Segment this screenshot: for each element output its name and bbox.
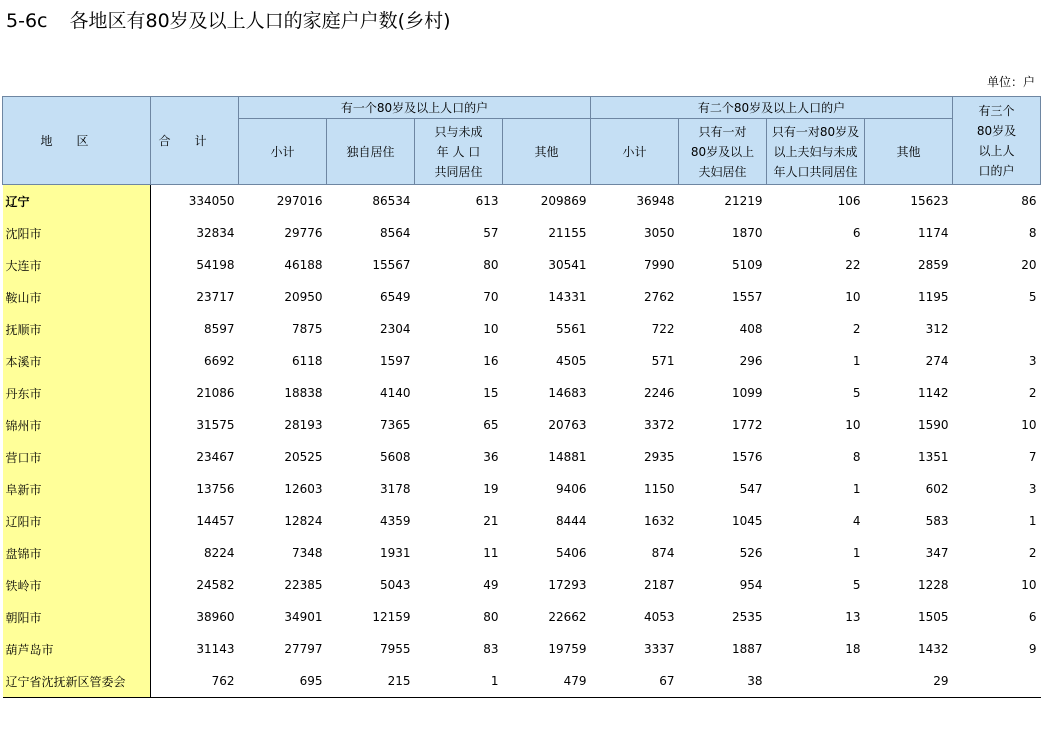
cell-g2-other: 1174 (917, 226, 949, 240)
cell-g1-subtotal: 46188 (284, 258, 323, 272)
cell-g2-couple: 1772 (731, 418, 763, 432)
cell-g1-alone: 215 (327, 665, 415, 698)
cell-g1-minor: 16 (483, 354, 499, 368)
cell-g2-couple-minor: 10 (845, 418, 861, 432)
table-header (3, 97, 1041, 185)
cell-g3-count: 10 (1021, 418, 1037, 432)
cell-g2-couple: 1099 (731, 386, 763, 400)
cell-g3-count: 9 (1028, 642, 1037, 656)
cell-g2-subtotal: 1632 (643, 514, 675, 528)
cell-total: 6692 (203, 354, 235, 368)
cell-g3-count: 3 (1028, 482, 1037, 496)
cell-g3-count: 2 (1028, 386, 1037, 400)
cell-g1-alone: 7955 (379, 642, 411, 656)
cell-g1-other: 4505 (555, 354, 587, 368)
cell-g3-count: 10 (1021, 578, 1037, 592)
header-g2-subtotal: 小计 (591, 119, 679, 185)
cell-g2-subtotal: 2187 (643, 578, 675, 592)
cell-g1-minor: 19 (483, 482, 499, 496)
cell-g2-subtotal: 722 (651, 322, 675, 336)
cell-g2-subtotal: 4053 (643, 610, 675, 624)
cell-g2-couple-minor: 1 (852, 546, 861, 560)
cell-g1-alone: 1597 (379, 354, 411, 368)
cell-g2-couple: 1045 (731, 514, 763, 528)
cell-g3-count: 86 (1021, 194, 1037, 208)
cell-g1-other: 20763 (548, 418, 587, 432)
cell-g2-subtotal: 36948 (636, 194, 675, 208)
cell-g1-other: 5406 (555, 546, 587, 560)
header-g2-couple: 只有一对 80岁及以上 夫妇居住 (679, 119, 767, 185)
header-g1-subtotal: 小计 (239, 119, 327, 185)
cell-g2-couple-minor: 10 (845, 290, 861, 304)
cell-g2-subtotal: 7990 (643, 258, 675, 272)
header-group-two: 有二个80岁及以上人口的户 (591, 97, 953, 119)
cell-region: 鞍山市 (3, 281, 151, 313)
table-row (3, 505, 1041, 537)
header-group-one: 有一个80岁及以上人口的户 (239, 97, 591, 119)
cell-g1-subtotal: 20950 (284, 290, 323, 304)
cell-g1-other: 17293 (548, 578, 587, 592)
cell-g2-other: 274 (925, 354, 949, 368)
cell-g1-subtotal: 28193 (284, 418, 323, 432)
cell-total: 24582 (196, 578, 235, 592)
cell-g1-subtotal: 7875 (291, 322, 323, 336)
cell-g1-alone: 5043 (379, 578, 411, 592)
cell-g1-subtotal: 695 (239, 665, 327, 698)
table-row (3, 217, 1041, 249)
cell-g1-minor: 83 (483, 642, 499, 656)
cell-g2-subtotal: 3372 (643, 418, 675, 432)
cell-g2-couple: 38 (679, 665, 767, 698)
cell-g1-minor: 57 (483, 226, 499, 240)
cell-region: 本溪市 (3, 345, 151, 377)
cell-total: 31143 (196, 642, 235, 656)
cell-g2-couple: 1557 (731, 290, 763, 304)
cell-g2-couple: 2535 (731, 610, 763, 624)
header-group-three: 有三个 80岁及 以上人 口的户 (953, 97, 1041, 185)
unit-label: 单位：户 (986, 75, 1035, 89)
cell-region: 辽宁省沈抚新区管委会 (3, 665, 151, 698)
cell-g2-other: 29 (865, 665, 953, 698)
cell-g2-subtotal: 3050 (643, 226, 675, 240)
cell-g1-subtotal: 34901 (284, 610, 323, 624)
table-row (3, 473, 1041, 505)
cell-g1-minor: 613 (475, 194, 499, 208)
table-body (3, 185, 1041, 698)
cell-g1-subtotal: 7348 (291, 546, 323, 560)
cell-g2-subtotal: 571 (651, 354, 675, 368)
cell-g1-alone: 3178 (379, 482, 411, 496)
cell-g1-other: 30541 (548, 258, 587, 272)
cell-g2-couple: 408 (739, 322, 763, 336)
cell-g2-other: 312 (925, 322, 949, 336)
header-region: 地区 (3, 97, 151, 185)
cell-g2-couple: 5109 (731, 258, 763, 272)
cell-region: 抚顺市 (3, 313, 151, 345)
cell-region: 铁岭市 (3, 569, 151, 601)
cell-g2-other: 1505 (917, 610, 949, 624)
cell-g1-alone: 15567 (372, 258, 411, 272)
cell-g2-other: 1228 (917, 578, 949, 592)
page-title (6, 6, 451, 33)
table-row (3, 665, 1041, 698)
cell-region: 营口市 (3, 441, 151, 473)
cell-g2-other: 1590 (917, 418, 949, 432)
cell-region: 盘锦市 (3, 537, 151, 569)
cell-g1-minor: 80 (483, 610, 499, 624)
table-row (3, 313, 1041, 345)
cell-total: 8597 (203, 322, 235, 336)
cell-g1-other: 22662 (548, 610, 587, 624)
cell-g1-alone: 1931 (379, 546, 411, 560)
cell-total: 23717 (196, 290, 235, 304)
header-g1-alone: 独自居住 (327, 119, 415, 185)
cell-total: 334050 (188, 194, 235, 208)
cell-g2-couple: 1887 (731, 642, 763, 656)
cell-g2-couple-minor: 1 (852, 482, 861, 496)
cell-total: 14457 (196, 514, 235, 528)
cell-total: 31575 (196, 418, 235, 432)
cell-g2-couple: 21219 (724, 194, 763, 208)
cell-g1-minor: 21 (483, 514, 499, 528)
cell-total: 762 (151, 665, 239, 698)
cell-region: 阜新市 (3, 473, 151, 505)
cell-g1-minor: 15 (483, 386, 499, 400)
table-row (3, 249, 1041, 281)
cell-g2-subtotal: 2762 (643, 290, 675, 304)
table-row (3, 537, 1041, 569)
cell-g1-subtotal: 12824 (284, 514, 323, 528)
cell-g1-other: 5561 (555, 322, 587, 336)
cell-g2-couple-minor: 6 (852, 226, 861, 240)
cell-total: 32834 (196, 226, 235, 240)
cell-g1-minor: 10 (483, 322, 499, 336)
table-row (3, 377, 1041, 409)
cell-g1-minor: 65 (483, 418, 499, 432)
cell-region: 朝阳市 (3, 601, 151, 633)
cell-region: 辽宁 (3, 185, 151, 218)
table-row (3, 441, 1041, 473)
cell-region: 辽阳市 (3, 505, 151, 537)
cell-g2-couple-minor: 4 (852, 514, 861, 528)
cell-g2-couple-minor: 22 (845, 258, 861, 272)
cell-g2-subtotal: 2246 (643, 386, 675, 400)
cell-g2-subtotal: 874 (651, 546, 675, 560)
cell-g1-alone: 7365 (379, 418, 411, 432)
cell-g3-count: 1 (1028, 514, 1037, 528)
cell-g3-count: 8 (1028, 226, 1037, 240)
cell-g3-count (953, 313, 1041, 345)
cell-g3-count (953, 665, 1041, 698)
cell-g1-minor: 80 (483, 258, 499, 272)
cell-g1-subtotal: 297016 (276, 194, 323, 208)
cell-region: 沈阳市 (3, 217, 151, 249)
cell-total: 23467 (196, 450, 235, 464)
cell-g2-couple: 1870 (731, 226, 763, 240)
cell-g3-count: 3 (1028, 354, 1037, 368)
cell-g1-other: 14331 (548, 290, 587, 304)
header-g2-other: 其他 (865, 119, 953, 185)
cell-g2-couple: 954 (739, 578, 763, 592)
header-g1-minor: 只与未成 年 人 口 共同居住 (415, 119, 503, 185)
header-g1-other: 其他 (503, 119, 591, 185)
table-row-total (3, 185, 1041, 218)
cell-g3-count: 20 (1021, 258, 1037, 272)
cell-g1-minor: 36 (483, 450, 499, 464)
cell-g1-subtotal: 12603 (284, 482, 323, 496)
cell-total: 8224 (203, 546, 235, 560)
cell-g2-couple-minor (767, 665, 865, 698)
cell-g1-alone: 4359 (379, 514, 411, 528)
cell-g1-other: 14683 (548, 386, 587, 400)
cell-g1-other: 9406 (555, 482, 587, 496)
cell-g1-subtotal: 29776 (284, 226, 323, 240)
table-code: 5-6c (6, 10, 48, 32)
cell-g2-subtotal: 3337 (643, 642, 675, 656)
table-row (3, 569, 1041, 601)
cell-g2-couple-minor: 5 (852, 386, 861, 400)
cell-total: 21086 (196, 386, 235, 400)
cell-g2-other: 1432 (917, 642, 949, 656)
table-title: 各地区有80岁及以上人口的家庭户户数(乡村) (69, 10, 451, 32)
cell-g1-other: 19759 (548, 642, 587, 656)
cell-g2-couple-minor: 18 (845, 642, 861, 656)
table-row (3, 601, 1041, 633)
cell-g1-minor: 1 (415, 665, 503, 698)
cell-g2-couple-minor: 106 (837, 194, 861, 208)
cell-total: 54198 (196, 258, 235, 272)
cell-g2-other: 602 (925, 482, 949, 496)
cell-total: 38960 (196, 610, 235, 624)
cell-region: 葫芦岛市 (3, 633, 151, 665)
cell-g1-alone: 5608 (379, 450, 411, 464)
cell-g2-couple: 547 (739, 482, 763, 496)
cell-g2-other: 1195 (917, 290, 949, 304)
cell-g2-other: 1142 (917, 386, 949, 400)
cell-g1-other: 14881 (548, 450, 587, 464)
header-g2-couple-minor: 只有一对80岁及 以上夫妇与未成 年人口共同居住 (767, 119, 865, 185)
cell-g2-couple-minor: 13 (845, 610, 861, 624)
cell-g1-minor: 11 (483, 546, 499, 560)
cell-g2-couple-minor: 8 (852, 450, 861, 464)
cell-g2-other: 347 (925, 546, 949, 560)
header-total: 合计 (151, 97, 239, 185)
cell-g2-couple: 1576 (731, 450, 763, 464)
cell-g1-alone: 12159 (372, 610, 411, 624)
data-table (2, 96, 1041, 698)
cell-g1-subtotal: 6118 (291, 354, 323, 368)
cell-g2-couple-minor: 1 (852, 354, 861, 368)
table-row (3, 281, 1041, 313)
cell-g2-other: 15623 (910, 194, 949, 208)
cell-g2-other: 2859 (917, 258, 949, 272)
cell-g2-subtotal: 2935 (643, 450, 675, 464)
cell-g2-couple-minor: 2 (852, 322, 861, 336)
cell-g1-subtotal: 22385 (284, 578, 323, 592)
cell-g2-subtotal: 67 (591, 665, 679, 698)
cell-g1-minor: 49 (483, 578, 499, 592)
cell-g3-count: 6 (1028, 610, 1037, 624)
cell-g1-alone: 6549 (379, 290, 411, 304)
cell-g2-other: 1351 (917, 450, 949, 464)
table-row (3, 633, 1041, 665)
cell-g1-subtotal: 27797 (284, 642, 323, 656)
cell-g3-count: 7 (1028, 450, 1037, 464)
cell-g3-count: 5 (1028, 290, 1037, 304)
cell-g2-couple: 526 (739, 546, 763, 560)
cell-g1-other: 8444 (555, 514, 587, 528)
cell-g2-couple-minor: 5 (852, 578, 861, 592)
cell-g1-other: 479 (503, 665, 591, 698)
cell-region: 锦州市 (3, 409, 151, 441)
cell-g3-count: 2 (1028, 546, 1037, 560)
cell-g1-alone: 8564 (379, 226, 411, 240)
cell-region: 丹东市 (3, 377, 151, 409)
table-row (3, 345, 1041, 377)
cell-g2-subtotal: 1150 (643, 482, 675, 496)
cell-g2-other: 583 (925, 514, 949, 528)
cell-g1-alone: 4140 (379, 386, 411, 400)
cell-g1-subtotal: 20525 (284, 450, 323, 464)
cell-g1-other: 21155 (548, 226, 587, 240)
cell-g1-alone: 2304 (379, 322, 411, 336)
table-row (3, 409, 1041, 441)
cell-g2-couple: 296 (739, 354, 763, 368)
cell-g1-subtotal: 18838 (284, 386, 323, 400)
cell-g1-minor: 70 (483, 290, 499, 304)
cell-region: 大连市 (3, 249, 151, 281)
cell-g1-alone: 86534 (372, 194, 411, 208)
cell-total: 13756 (196, 482, 235, 496)
cell-g1-other: 209869 (540, 194, 587, 208)
